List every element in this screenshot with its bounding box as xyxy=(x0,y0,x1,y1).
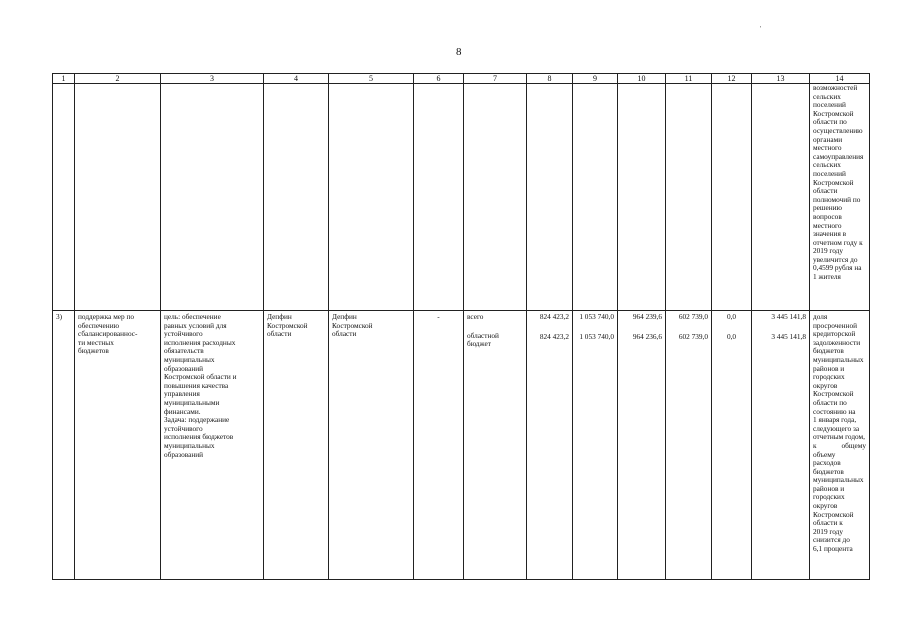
total-amount: 1 053 740,0 xyxy=(579,312,614,321)
total-amount: 824 423,2 xyxy=(539,312,569,321)
column-header: 13 xyxy=(752,74,810,84)
column-header: 14 xyxy=(810,74,870,84)
column-header: 10 xyxy=(618,74,666,84)
measure-name-cell xyxy=(75,311,161,580)
text-line: полномочий по xyxy=(813,194,861,204)
indicator-cell xyxy=(810,84,870,311)
goal-cell xyxy=(161,311,264,580)
text-line: области xyxy=(267,329,292,339)
text-line: повышения качества xyxy=(164,380,229,390)
total-amount: 602 739,0 xyxy=(678,312,708,321)
column-header: 12 xyxy=(712,74,752,84)
cell-col8 xyxy=(527,84,573,311)
text-line: городских xyxy=(813,492,845,502)
text-line: образований xyxy=(164,449,204,459)
cell-col6 xyxy=(414,84,464,311)
column-header: 9 xyxy=(573,74,618,84)
text-line: 0,4599 рубля на xyxy=(813,263,862,273)
source-total: всего xyxy=(467,312,484,321)
cell-col7 xyxy=(464,84,527,311)
text-line: устойчивого xyxy=(164,329,203,339)
header-row xyxy=(53,74,870,84)
text-line: округов xyxy=(813,380,838,390)
text-line: управления xyxy=(164,389,200,399)
regional-amount: 0,0 xyxy=(726,331,737,341)
total-amount: 964 239,6 xyxy=(632,312,662,321)
text-line: задолженности xyxy=(813,337,861,347)
text-line: просроченной xyxy=(813,320,858,330)
page-number: 8 xyxy=(456,46,462,58)
text-line: Костромской xyxy=(332,320,373,330)
text-line: муниципальных xyxy=(164,354,215,364)
column-header: 5 xyxy=(329,74,414,84)
text-line: Костромской xyxy=(813,509,854,519)
text-line: 6,1 процента xyxy=(813,544,853,554)
text-line: Костромской xyxy=(267,320,308,330)
cell-col1 xyxy=(53,84,75,311)
text-line: обязательств xyxy=(164,346,204,356)
text-line: местного xyxy=(813,220,842,230)
text-line: бюджетов xyxy=(813,466,844,476)
indicator-cell xyxy=(810,311,870,580)
text-line: самоуправления xyxy=(813,151,864,161)
column-header: 1 xyxy=(53,74,75,84)
text-line: финансами. xyxy=(164,406,201,416)
executor-cell xyxy=(264,311,329,580)
text-line: кредиторской xyxy=(813,329,856,339)
text-line: поселений xyxy=(813,100,846,110)
text-line: расходов xyxy=(813,458,841,468)
column-header: 11 xyxy=(666,74,712,84)
text-line: области xyxy=(813,186,838,196)
text-line: поселений xyxy=(813,168,846,178)
text-line: сельских xyxy=(813,160,841,170)
text-line: вопросов xyxy=(813,211,842,221)
text-line: городских xyxy=(813,372,845,382)
text-line: Задача: поддержание xyxy=(164,415,230,425)
column-header: 6 xyxy=(414,74,464,84)
text-line: 2019 году xyxy=(813,526,844,536)
text-line: отчетном году к xyxy=(813,237,863,247)
amount-cell xyxy=(618,311,666,580)
text-line: ти местных xyxy=(78,337,114,347)
regional-amount: 602 739,0 xyxy=(678,331,708,341)
text-line: возможностей xyxy=(813,83,858,92)
total-amount: 3 445 141,8 xyxy=(771,312,806,321)
cell-col13 xyxy=(752,84,810,311)
text-line: Костромской xyxy=(813,108,854,118)
text-line: Костромской области и xyxy=(164,372,237,382)
text-line: сельских xyxy=(813,91,841,101)
text-line: 1 января года, xyxy=(813,415,857,425)
text-line: Депфин xyxy=(267,312,292,321)
text-line: к общему объему xyxy=(813,440,866,459)
amount-cell xyxy=(527,311,573,580)
text-line: образований xyxy=(164,363,204,373)
text-line: осуществлению xyxy=(813,125,863,135)
regional-amount: 3 445 141,8 xyxy=(771,331,806,341)
coexecutor-cell xyxy=(329,311,414,580)
text-line: обеспечению xyxy=(78,320,120,330)
text-line: устойчивого xyxy=(164,423,203,433)
text-line: 2019 году xyxy=(813,246,844,256)
row-number: 3) xyxy=(53,311,75,580)
text-line: муниципальных xyxy=(813,354,864,364)
text-line: области по xyxy=(813,117,847,127)
text-line: исполнения бюджетов xyxy=(164,432,234,442)
cell-col2 xyxy=(75,84,161,311)
text-line: муниципальных xyxy=(813,475,864,485)
text-line: значения в xyxy=(813,229,847,239)
column-header: 2 xyxy=(75,74,161,84)
text-line: районов и xyxy=(813,483,845,493)
text-line: муниципальными xyxy=(164,397,220,407)
regional-amount: 964 236,6 xyxy=(632,331,662,341)
program-table xyxy=(52,73,870,580)
text-line: областной xyxy=(467,330,499,340)
text-line: Костромской xyxy=(813,389,854,399)
col6-cell: - xyxy=(414,311,464,580)
cell-col11 xyxy=(666,84,712,311)
column-header: 3 xyxy=(161,74,264,84)
text-line: цель: обеспечение xyxy=(164,312,221,321)
text-line: 1 жителя xyxy=(813,272,841,282)
text-line: Костромской xyxy=(813,177,854,187)
text-line: органами xyxy=(813,134,843,144)
text-line: области xyxy=(332,329,357,339)
text-line: округов xyxy=(813,501,838,511)
text-line: местного xyxy=(813,143,842,153)
regional-amount: 1 053 740,0 xyxy=(579,331,614,341)
total-amount: 0,0 xyxy=(726,312,737,321)
column-header: 8 xyxy=(527,74,573,84)
amount-cell xyxy=(666,311,712,580)
amount-cell xyxy=(752,311,810,580)
text-line: исполнения расходных xyxy=(164,337,236,347)
corner-mark: ' xyxy=(760,25,762,33)
cell-col10 xyxy=(618,84,666,311)
text-line: бюджетов xyxy=(813,346,844,356)
text-line: поддержка мер по xyxy=(78,312,135,321)
text-line: следующего за xyxy=(813,423,860,433)
text-line: бюджетов xyxy=(78,346,109,356)
text-line: районов и xyxy=(813,363,845,373)
cell-col9 xyxy=(573,84,618,311)
text-line: бюджет xyxy=(467,339,491,349)
text-line: доля xyxy=(813,312,828,321)
table-row xyxy=(53,311,870,580)
cell-col3 xyxy=(161,84,264,311)
text-line: области по xyxy=(813,397,847,407)
cell-col5 xyxy=(329,84,414,311)
text-line: решению xyxy=(813,203,843,213)
text-line: равных условий для xyxy=(164,320,227,330)
text-line: Депфин xyxy=(332,312,357,321)
text-line: муниципальных xyxy=(164,440,215,450)
column-header: 7 xyxy=(464,74,527,84)
text-line: отчетным годом, xyxy=(813,432,866,442)
text-line: состоянию на xyxy=(813,406,856,416)
text-line: области к xyxy=(813,518,843,528)
column-header: 4 xyxy=(264,74,329,84)
cell-col4 xyxy=(264,84,329,311)
text-line: сбалансированнос- xyxy=(78,329,138,339)
amount-cell xyxy=(712,311,752,580)
cell-col12 xyxy=(712,84,752,311)
amount-cell xyxy=(573,311,618,580)
regional-amount: 824 423,2 xyxy=(539,331,569,341)
text-line: снизится до xyxy=(813,535,850,545)
table-row xyxy=(53,84,870,311)
text-line: увеличится до xyxy=(813,254,858,264)
funding-source-cell xyxy=(464,311,527,580)
